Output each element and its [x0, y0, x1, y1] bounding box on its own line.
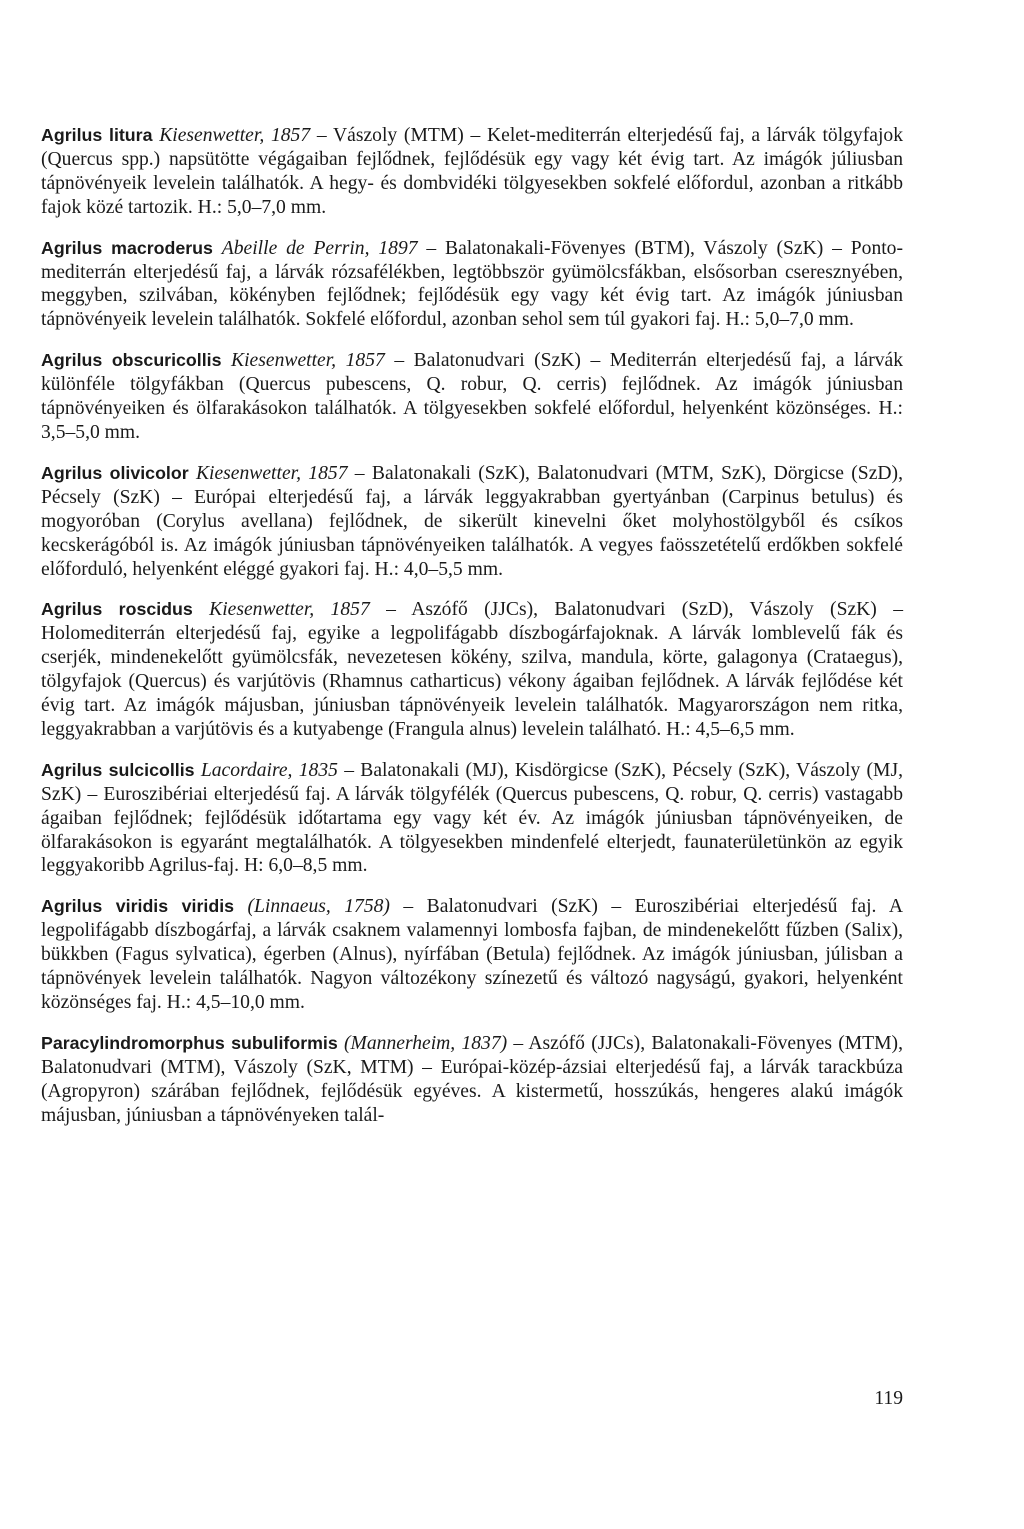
species-author: (Linnaeus, 1758) [247, 896, 390, 918]
species-description: – Balatonudvari (SzK) – Mediterrán elterjedésű faj, a lárvák különféle tölgyfákban (Quercus pubescens, Q. robur, Q. cerris) fejlődnek. Az imágók júniusban tápnövényeiken és ölfarakásokon találhatók. A tölgyesekben sokfelé előfordul, helyenként közönséges. H.: 3,5–5,0 mm. [41, 350, 904, 443]
species-description: – Balatonakali (MJ), Kisdörgicse (SzK), Pécsely (SzK), Vászoly (MJ, SzK) – Euroszibériai elterjedésű faj. A lárvák tölgyfélék (Quercus pubescens, Q. robur, Q. cerris) vastagabb ágaiban fejlődnek; fejlődésük időtartama egy vagy két év. Az imágók júniusban tápnövényeiken, de ölfarakásokon is egyaránt megtalálhatók. A tölgyesekben mindenfelé elterjedt, faunaterületünkön az egyik leggyakoribb Agrilus-faj. H: 6,0–8,5 mm. [41, 759, 903, 877]
species-description: – Vászoly (MTM) – Kelet-mediterrán elterjedésű faj, a lárvák tölgyfajok (Quercus spp.) napsütötte végágaiban fejlődnek, fejlődésük egy vagy két évig tart. Az imágók júliusban tápnövényeik levelein találhatók. A hegy- és dombvidéki tölgyesekben sokfelé előfordul, azonban a ritkább fajok közé tartozik. H.: 5,0–7,0 mm. [41, 125, 903, 218]
species-description: – Aszófő (JJCs), Balatonakali-Fövenyes (MTM), Balatonudvari (MTM), Vászoly (SzK, MTM) – Európai-közép-ázsiai elterjedésű faj, a lárvák tarackbúza (Agropyron) szárában fejlődnek, fejlődésük egyéves. A kistermetű, hosszúkás, hengeres alakú imágók májusban, júniusban a tápnövényeken talál- [41, 1032, 903, 1126]
species-description: – Aszófő (JJCs), Balatonudvari (SzD), Vászoly (SzK) – Holomediterrán elterjedésű faj, egyike a legpolifágabb díszbogárfajoknak. A lárvák lomblevelű fák és cserjék, mindenekelőtt gyümölcsfák, nevezetesen kökény, szilva, mandula, körte, galagonya (Crataegus), tölgyfajok (Quercus) és varjútövis (Rhamnus catharticus) vékony ágaiban fejlődnek. A lárvák fejlődése két évig tart. Az imágók májusban, júniusban tápnövényeik levelein találhatók. Magyarországon nem ritka, leggyakrabban a varjútövis és a kutyabenge (Frangula alnus) levelein található. H.: 4,5–6,5 mm. [41, 599, 903, 740]
species-name: Agrilus litura [41, 125, 153, 145]
species-author: Kiesenwetter, 1857 [195, 462, 348, 484]
species-author: Kiesenwetter, 1857 [231, 350, 385, 372]
species-entry-agrilus-viridis [41, 895, 903, 1015]
species-entry-agrilus-obscuricollis [41, 349, 903, 445]
page-number: 119 [874, 1388, 903, 1409]
species-author: Kiesenwetter, 1857 [209, 599, 370, 621]
species-author: Abeille de Perrin, 1897 [221, 237, 418, 259]
species-description: – Balatonakali (SzK), Balatonudvari (MTM, SzK), Dörgicse (SzD), Pécsely (SzK) – Európai elterjedésű faj, a lárvák leggyakrabban gyertyánban (Carpinus betulus) és mogyoróban (Corylus avellana) fejlődnek, de sikerült kinevelni őket molyhostölgyből és csíkos kecskerágóból is. Az imágók júniusban tápnövényeiken találhatók. A vegyes faösszetételű erdőkben sokfelé előforduló, helyenként eléggé gyakori faj. H.: 4,0–5,5 mm. [41, 462, 903, 580]
species-name: Agrilus macroderus [41, 237, 213, 258]
species-entry-agrilus-roscidus [41, 598, 903, 741]
species-entry-paracylindromorphus-subuliformis [41, 1032, 903, 1128]
species-description: – Balatonudvari (SzK) – Euroszibériai elterjedésű faj. A legpolifágabb díszbogárfaj, a lárvák csaknem valamennyi lombosfa fajban, de mindenekelőtt fűzben (Salix), bükkben (Fagus sylvatica), égerben (Alnus), nyírfában (Betula) fejlődnek. Az imágók júniusban, júlisban a tápnövények levelein találhatók. Nagyon változékony színezetű és változó nagyságú, gyakori, helyenként közönséges faj. H.: 4,5–10,0 mm. [41, 896, 903, 1013]
species-entry-agrilus-olivicolor [41, 462, 903, 582]
species-author: Lacordaire, 1835 [200, 759, 338, 781]
species-name: Agrilus obscuricollis [41, 350, 222, 371]
species-name: Agrilus sulcicollis [41, 759, 195, 780]
species-author: (Mannerheim, 1837) [344, 1032, 508, 1054]
species-entry-agrilus-litura [41, 124, 903, 220]
species-entry-agrilus-sulcicollis [41, 759, 903, 879]
species-description: – Balatonakali-Fövenyes (BTM), Vászoly (SzK) – Ponto-mediterrán elterjedésű faj, a lárvák rózsafélékben, legtöbbször gyümölcsfákban, elsősorban cseresznyében, meggyben, szilvában, kökényben fejlődnek; fejlődésük egy vagy két évig tart. Az imágók júniusban tápnövényeik levelein találhatók. Sokfelé előfordul, azonban sehol sem túl gyakori faj. H.: 5,0–7,0 mm. [41, 237, 904, 331]
species-entry-agrilus-macroderus [41, 237, 903, 333]
document-body [41, 124, 903, 1145]
species-name: Agrilus viridis viridis [41, 896, 235, 917]
species-name: Agrilus roscidus [41, 599, 193, 620]
species-author: Kiesenwetter, 1857 [159, 125, 311, 146]
species-name: Paracylindromorphus subuliformis [41, 1032, 338, 1053]
species-name: Agrilus olivicolor [41, 462, 189, 483]
